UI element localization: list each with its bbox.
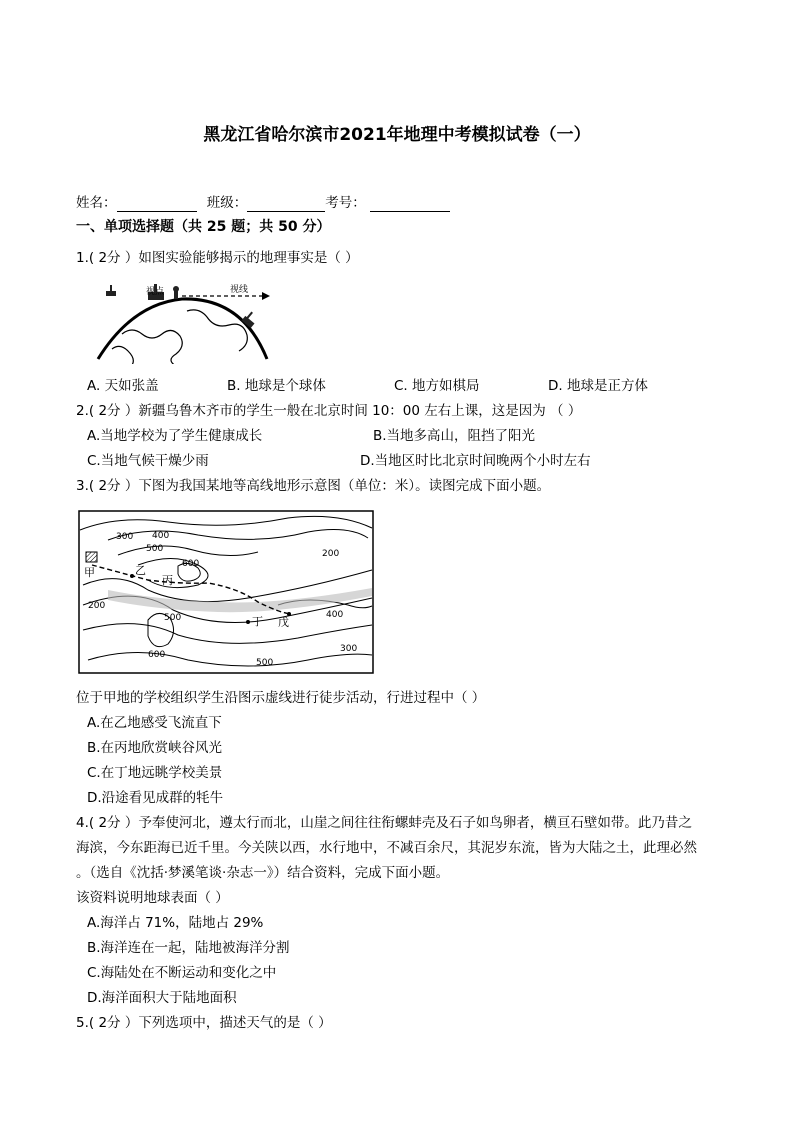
point-ding xyxy=(246,620,250,624)
place-wu: 戊 xyxy=(278,616,289,629)
number-blank[interactable] xyxy=(370,197,450,212)
contour-label-500-left: 500 xyxy=(164,613,182,623)
q4-option-c[interactable]: C.海陆处在不断运动和变化之中 xyxy=(87,965,277,981)
q2-option-a[interactable]: A.当地学校为了学生健康成长 xyxy=(87,428,263,444)
q1-option-c[interactable]: C. 地方如棋局 xyxy=(394,378,480,394)
q3-option-a[interactable]: A.在乙地感受飞流直下 xyxy=(87,715,222,731)
point-yi xyxy=(130,574,134,578)
viewpoint-label: 视点 xyxy=(146,287,165,297)
q4-option-d[interactable]: D.海洋面积大于陆地面积 xyxy=(87,990,237,1006)
contour-label-500: 500 xyxy=(146,544,164,554)
number-label: 考号： xyxy=(325,195,366,211)
contour-label-300: 300 xyxy=(116,532,134,542)
question-4-stem-line3: 。（选自《沈括·梦溪笔谈·杂志一》）结合资料，完成下面小题。 xyxy=(76,865,450,881)
name-blank[interactable] xyxy=(117,197,197,212)
contour-label-300-bottom: 300 xyxy=(340,644,358,654)
contour-label-400-right: 400 xyxy=(326,610,344,620)
class-blank[interactable] xyxy=(247,197,325,212)
question-5-stem: 5.( 2分 ）下列选项中，描述天气的是（ ） xyxy=(76,1015,332,1031)
contour-label-200-left: 200 xyxy=(88,601,106,611)
q4-option-a[interactable]: A.海洋占 71%，陆地占 29% xyxy=(87,915,264,931)
ship-left-icon xyxy=(106,285,116,296)
contour-label-500-bottom: 500 xyxy=(256,658,274,668)
question-1-stem: 1.( 2分 ）如图实验能够揭示的地理事实是（ ） xyxy=(76,250,359,266)
section-heading: 一、单项选择题（共 25 题；共 50 分） xyxy=(76,219,331,235)
place-jia: 甲 xyxy=(84,566,95,579)
question-4-stem-line2: 海滨，今东距海已近千里。今关陕以西，水行地中，不减百余尺，其泥岁东流，皆为大陆之土，此理必然 xyxy=(76,840,697,856)
sightline-label: 视线 xyxy=(230,285,249,295)
q2-option-b[interactable]: B.当地多高山，阻挡了阳光 xyxy=(373,428,536,444)
q3-option-c[interactable]: C.在丁地远眺学校美景 xyxy=(87,765,223,781)
class-label: 班级： xyxy=(206,195,248,211)
contour-label-400: 400 xyxy=(152,531,170,541)
q1-option-b[interactable]: B. 地球是个球体 xyxy=(227,378,326,394)
page-title: 黑龙江省哈尔滨市2021年地理中考模拟试卷（一） xyxy=(203,125,591,145)
contour-label-600-bottom: 600 xyxy=(148,650,166,660)
school-icon xyxy=(86,552,97,562)
q3-option-d[interactable]: D.沿途看见成群的牦牛 xyxy=(87,790,224,806)
q4-option-b[interactable]: B.海洋连在一起，陆地被海洋分割 xyxy=(87,940,290,956)
q1-option-a[interactable]: A. 天如张盖 xyxy=(87,378,159,394)
q2-option-d[interactable]: D.当地区时比北京时间晚两个小时左右 xyxy=(360,453,591,469)
question-4-substem: 该资料说明地球表面（ ） xyxy=(76,890,229,906)
earth-curvature-figure xyxy=(92,279,272,364)
place-yi: 乙 xyxy=(135,564,146,577)
q1-option-d[interactable]: D. 地球是正方体 xyxy=(548,378,648,394)
question-2-stem: 2.( 2分 ）新疆乌鲁木齐市的学生一般在北京时间 10：00 左右上课，这是因为 （ ） xyxy=(76,403,582,419)
name-label: 姓名： xyxy=(76,195,117,211)
question-3-stem: 3.( 2分 ）下图为我国某地等高线地形示意图（单位：米）。读图完成下面小题。 xyxy=(76,478,551,494)
question-4-stem-line1: 4.( 2分 ）予奉使河北，遵太行而北，山崖之间往往衔螺蚌壳及石子如鸟卵者，横亘石壁如带。此乃昔之 xyxy=(76,815,692,831)
contour-label-600: 600 xyxy=(182,559,200,569)
contour-label-200-right: 200 xyxy=(322,549,340,559)
contour-map-figure xyxy=(78,510,374,674)
place-bing: 丙 xyxy=(162,574,173,587)
q2-option-c[interactable]: C.当地气候干燥少雨 xyxy=(87,453,209,469)
place-ding: 丁 xyxy=(252,615,263,628)
ship-right-icon xyxy=(241,312,254,329)
q3-option-b[interactable]: B.在丙地欣赏峡谷风光 xyxy=(87,740,223,756)
student-info-row xyxy=(76,194,450,212)
earth-arc xyxy=(98,299,267,359)
question-3-substem: 位于甲地的学校组织学生沿图示虚线进行徒步活动，行进过程中（ ） xyxy=(76,690,486,706)
